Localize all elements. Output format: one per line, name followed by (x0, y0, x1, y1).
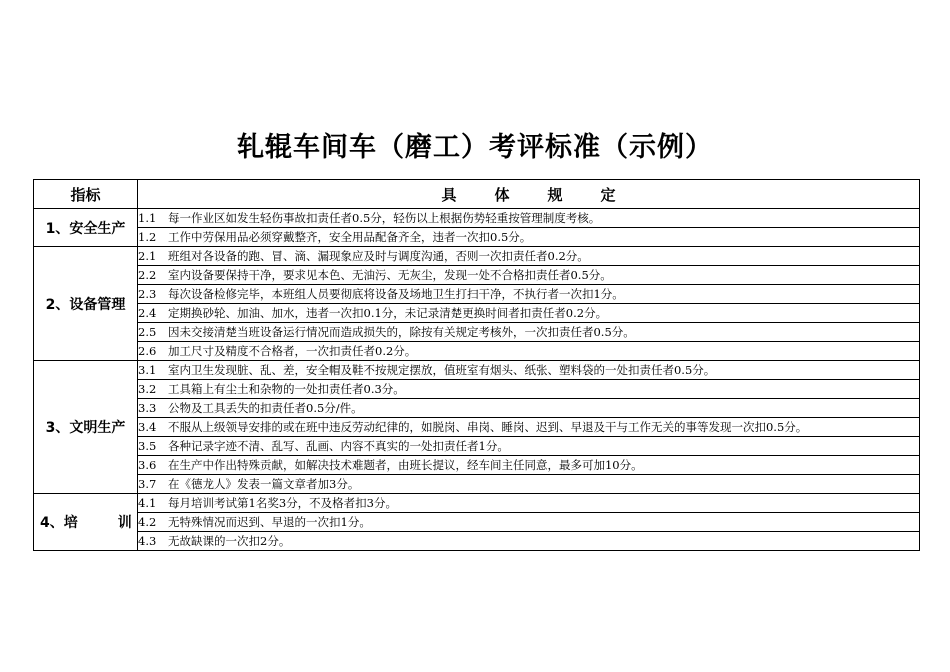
rule-text: 班组对各设备的跑、冒、滴、漏现象应及时与调度沟通，否则一次扣责任者0.2分。 (168, 249, 589, 263)
table-row (34, 209, 920, 228)
rule-item (138, 209, 920, 228)
table-row (34, 323, 920, 342)
rule-text: 每次设备检修完毕，本班组人员要彻底将设备及场地卫生打扫干净，不执行者一次扣1分。 (168, 287, 624, 301)
table-row (34, 247, 920, 266)
rule-number: 2.5 (138, 325, 157, 339)
table-row (34, 494, 920, 513)
table-row (34, 456, 920, 475)
rule-number: 3.3 (138, 401, 157, 415)
rule-number: 1.1 (138, 211, 157, 225)
rule-item (138, 532, 920, 551)
rule-text: 定期换砂轮、加油、加水，违者一次扣0.1分，未记录清楚更换时间者扣责任者0.2分。 (168, 306, 608, 320)
table-header-row (34, 180, 920, 209)
rule-text: 因未交接清楚当班设备运行情况而造成损失的，除按有关规定考核外，一次扣责任者0.5分。 (168, 325, 635, 339)
rule-item (138, 418, 920, 437)
rule-number: 2.2 (138, 268, 157, 282)
rule-item (138, 361, 920, 380)
header-indicator: 指标 (34, 180, 138, 209)
rule-text: 室内设备要保持干净，要求见本色、无油污、无灰尘，发现一处不合格扣责任者0.5分。 (168, 268, 612, 282)
rule-item (138, 456, 920, 475)
rule-number: 3.1 (138, 363, 157, 377)
rule-number: 1.2 (138, 230, 157, 244)
rule-item (138, 513, 920, 532)
rule-text: 无故缺课的一次扣2分。 (168, 534, 291, 548)
table-row (34, 475, 920, 494)
rule-number: 2.3 (138, 287, 157, 301)
rule-number: 2.6 (138, 344, 157, 358)
rule-number: 4.3 (138, 534, 157, 548)
rule-number: 3.4 (138, 420, 157, 434)
rule-text: 在《德龙人》发表一篇文章者加3分。 (168, 477, 360, 491)
rule-item (138, 304, 920, 323)
rule-text: 在生产中作出特殊贡献，如解决技术难题者，由班长提议，经车间主任同意，最多可加10分。 (168, 458, 643, 472)
rule-number: 3.6 (138, 458, 157, 472)
rule-text: 工作中劳保用品必须穿戴整齐，安全用品配备齐全，违者一次扣0.5分。 (168, 230, 532, 244)
rule-item (138, 266, 920, 285)
rule-item (138, 494, 920, 513)
rule-text: 加工尺寸及精度不合格者，一次扣责任者0.2分。 (168, 344, 417, 358)
rule-item (138, 475, 920, 494)
table-row (34, 399, 920, 418)
category-safety: 1、安全生产 (34, 209, 138, 247)
rule-text: 室内卫生发现脏、乱、差，安全帽及鞋不按规定摆放，值班室有烟头、纸张、塑料袋的一处扣责任者0.5分。 (168, 363, 716, 377)
rule-text: 工具箱上有尘土和杂物的一处扣责任者0.3分。 (168, 382, 405, 396)
rule-item (138, 342, 920, 361)
rule-text: 无特殊情况而迟到、早退的一次扣1分。 (168, 515, 371, 529)
table-row (34, 418, 920, 437)
table-row (34, 266, 920, 285)
table-row (34, 285, 920, 304)
rule-item (138, 247, 920, 266)
table-row (34, 380, 920, 399)
rule-item (138, 437, 920, 456)
category-training-part-b: 训 (117, 515, 132, 531)
rule-number: 3.2 (138, 382, 157, 396)
rule-item (138, 380, 920, 399)
table-row (34, 513, 920, 532)
rule-number: 4.2 (138, 515, 157, 529)
rule-item (138, 228, 920, 247)
table-row (34, 361, 920, 380)
rule-item (138, 323, 920, 342)
rule-number: 2.4 (138, 306, 157, 320)
rule-text: 每月培训考试第1名奖3分，不及格者扣3分。 (168, 496, 397, 510)
page-title: 轧辊车间车（磨工）考评标准（示例） (237, 132, 713, 163)
rule-text: 各种记录字迹不清、乱写、乱画、内容不真实的一处扣责任者1分。 (168, 439, 509, 453)
category-training-part-a: 4、培 (40, 515, 78, 531)
rule-text: 不服从上级领导安排的或在班中违反劳动纪律的，如脱岗、串岗、睡岗、迟到、早退及干与工作无关的事等发现一次扣0.5分。 (168, 420, 808, 434)
category-training (34, 494, 138, 551)
rule-item (138, 399, 920, 418)
rule-number: 3.7 (138, 477, 157, 491)
table-row (34, 228, 920, 247)
rule-number: 2.1 (138, 249, 157, 263)
category-civilized-production: 3、文明生产 (34, 361, 138, 494)
rule-text: 公物及工具丢失的扣责任者0.5分/件。 (168, 401, 363, 415)
header-spec: 具体规定 (138, 180, 920, 209)
rule-text: 每一作业区如发生轻伤事故扣责任者0.5分，轻伤以上根据伤势轻重按管理制度考核。 (168, 211, 601, 225)
rule-item (138, 285, 920, 304)
table-row (34, 304, 920, 323)
table-row (34, 532, 920, 551)
rule-number: 4.1 (138, 496, 157, 510)
category-equipment: 2、设备管理 (34, 247, 138, 361)
rule-number: 3.5 (138, 439, 157, 453)
evaluation-standard-table (33, 179, 920, 551)
table-row (34, 342, 920, 361)
table-row (34, 437, 920, 456)
